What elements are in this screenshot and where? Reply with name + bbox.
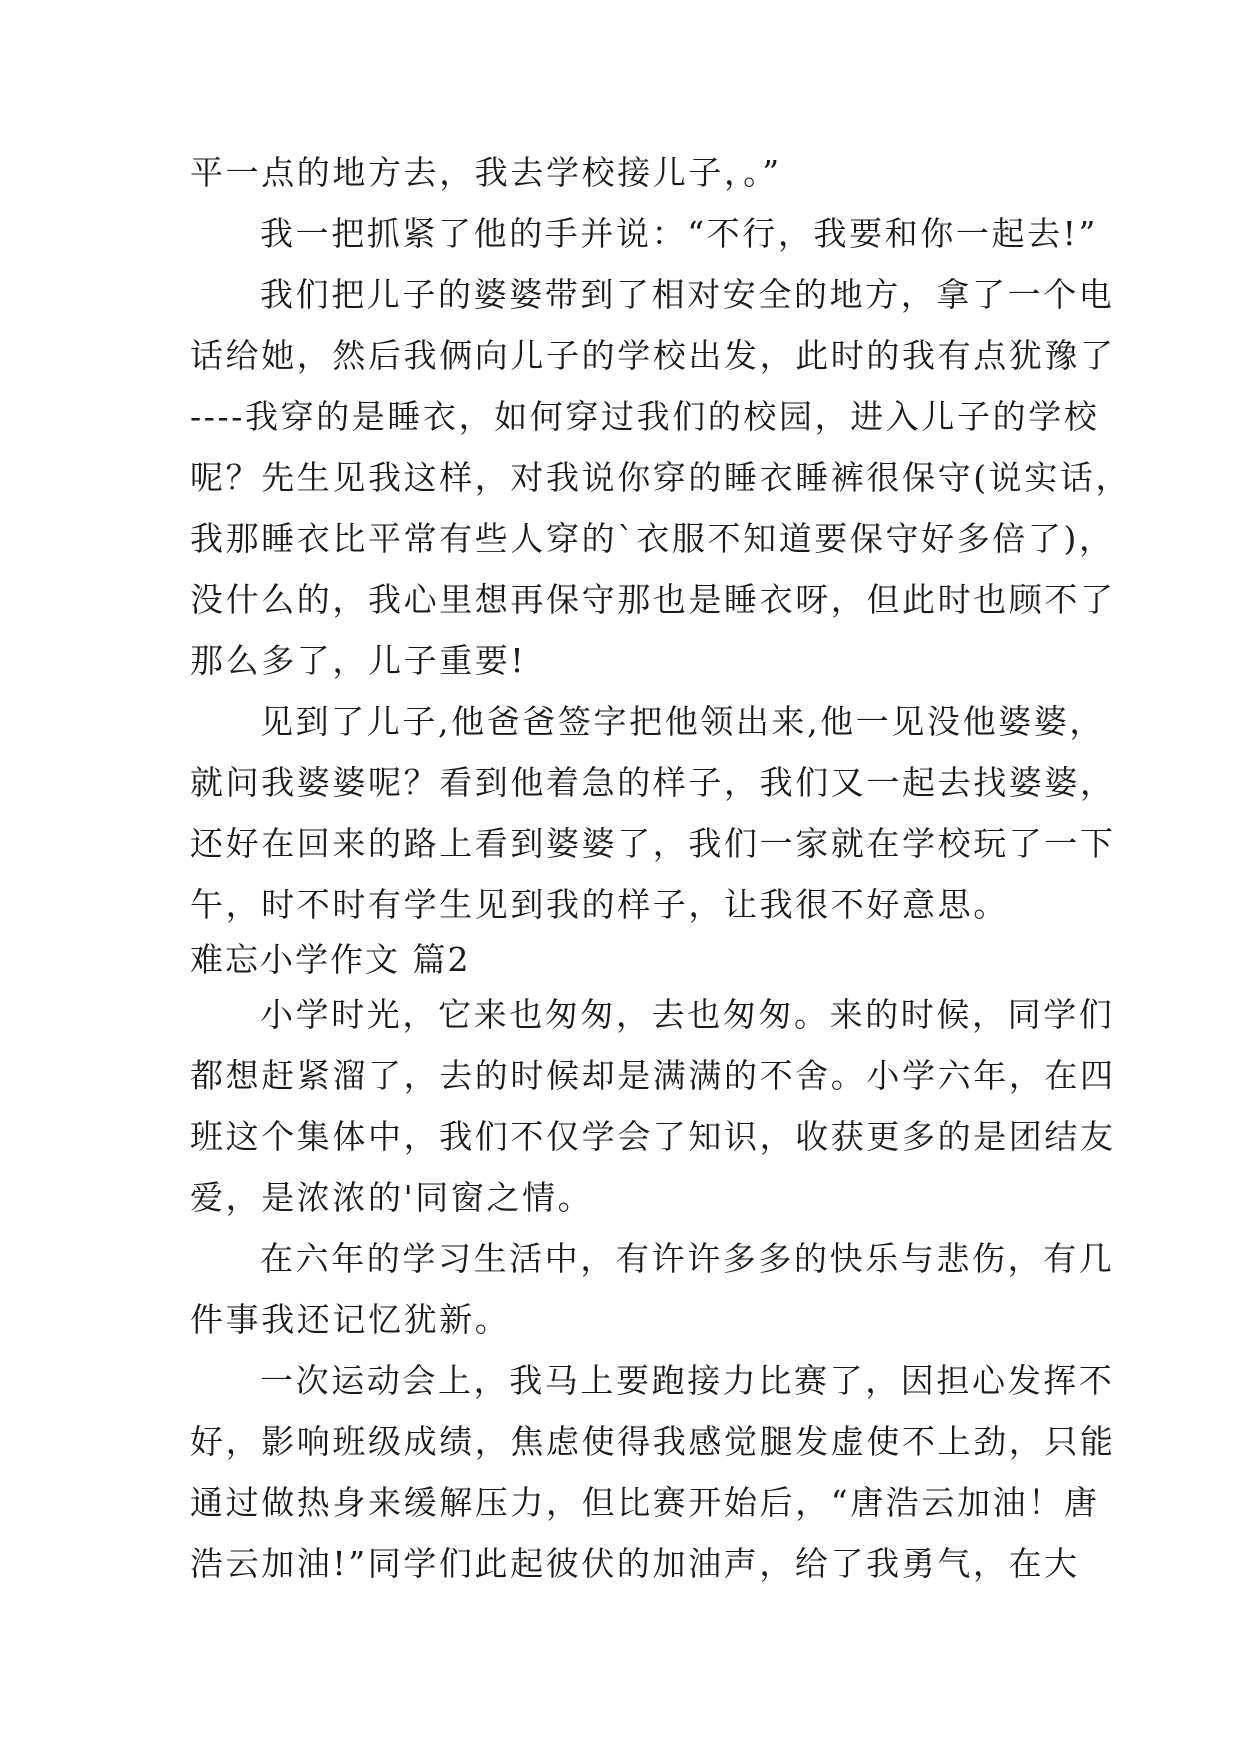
text-line: 我那睡衣比平常有些人穿的`衣服不知道要保守好多倍了)， xyxy=(190,519,1115,558)
text-line: 那么多了，儿子重要! xyxy=(190,641,527,680)
text-line: 件事我还记忆犹新。 xyxy=(190,1300,511,1339)
text-line: 都想赶紧溜了，去的时候却是满满的不舍。小学六年，在四 xyxy=(190,1056,1116,1095)
text-line: 浩云加油!”同学们此起彼伏的加油声，给了我勇气，在大 xyxy=(190,1544,1080,1583)
text-line: 话给她，然后我俩向儿子的学校出发，此时的我有点犹豫了 xyxy=(190,336,1116,375)
section-heading: 难忘小学作文 篇2 xyxy=(190,940,471,979)
text-line: 通过做热身来缓解压力，但比赛开始后，“唐浩云加油！唐 xyxy=(190,1483,1100,1522)
text-line: 在六年的学习生活中，有许许多多的快乐与悲伤，有几 xyxy=(260,1239,1115,1278)
text-line: 好，影响班级成绩，焦虑使得我感觉腿发虚使不上劲，只能 xyxy=(190,1422,1116,1461)
text-line: 我们把儿子的婆婆带到了相对安全的地方，拿了一个电 xyxy=(260,275,1115,314)
text-line: 还好在回来的路上看到婆婆了，我们一家就在学校玩了一下 xyxy=(190,824,1116,863)
text-line: 一次运动会上，我马上要跑接力比赛了，因担心发挥不 xyxy=(260,1361,1115,1400)
text-line: 我一把抓紧了他的手并说：“不行，我要和你一起去!” xyxy=(260,214,1099,253)
text-line: 小学时光，它来也匆匆，去也匆匆。来的时候，同学们 xyxy=(260,995,1115,1034)
text-line: 午，时不时有学生见到我的样子，让我很不好意思。 xyxy=(190,885,1009,924)
text-line: 没什么的，我心里想再保守那也是睡衣呀，但此时也顾不了 xyxy=(190,580,1116,619)
text-line: 见到了儿子,他爸爸签字把他领出来,他一见没他婆婆， xyxy=(260,702,1105,741)
text-line: 呢？先生见我这样，对我说你穿的睡衣睡裤很保守(说实话， xyxy=(190,458,1132,497)
text-line: 爱，是浓浓的'同窗之情。 xyxy=(190,1178,594,1217)
text-line: 班这个集体中，我们不仅学会了知识，收获更多的是团结友 xyxy=(190,1117,1116,1156)
text-line: 就问我婆婆呢？看到他着急的样子，我们又一起去找婆婆， xyxy=(190,763,1116,802)
text-line: 平一点的地方去，我去学校接儿子，。” xyxy=(190,153,782,192)
text-line: ----我穿的是睡衣，如何穿过我们的校园，进入儿子的学校 xyxy=(190,397,1100,436)
